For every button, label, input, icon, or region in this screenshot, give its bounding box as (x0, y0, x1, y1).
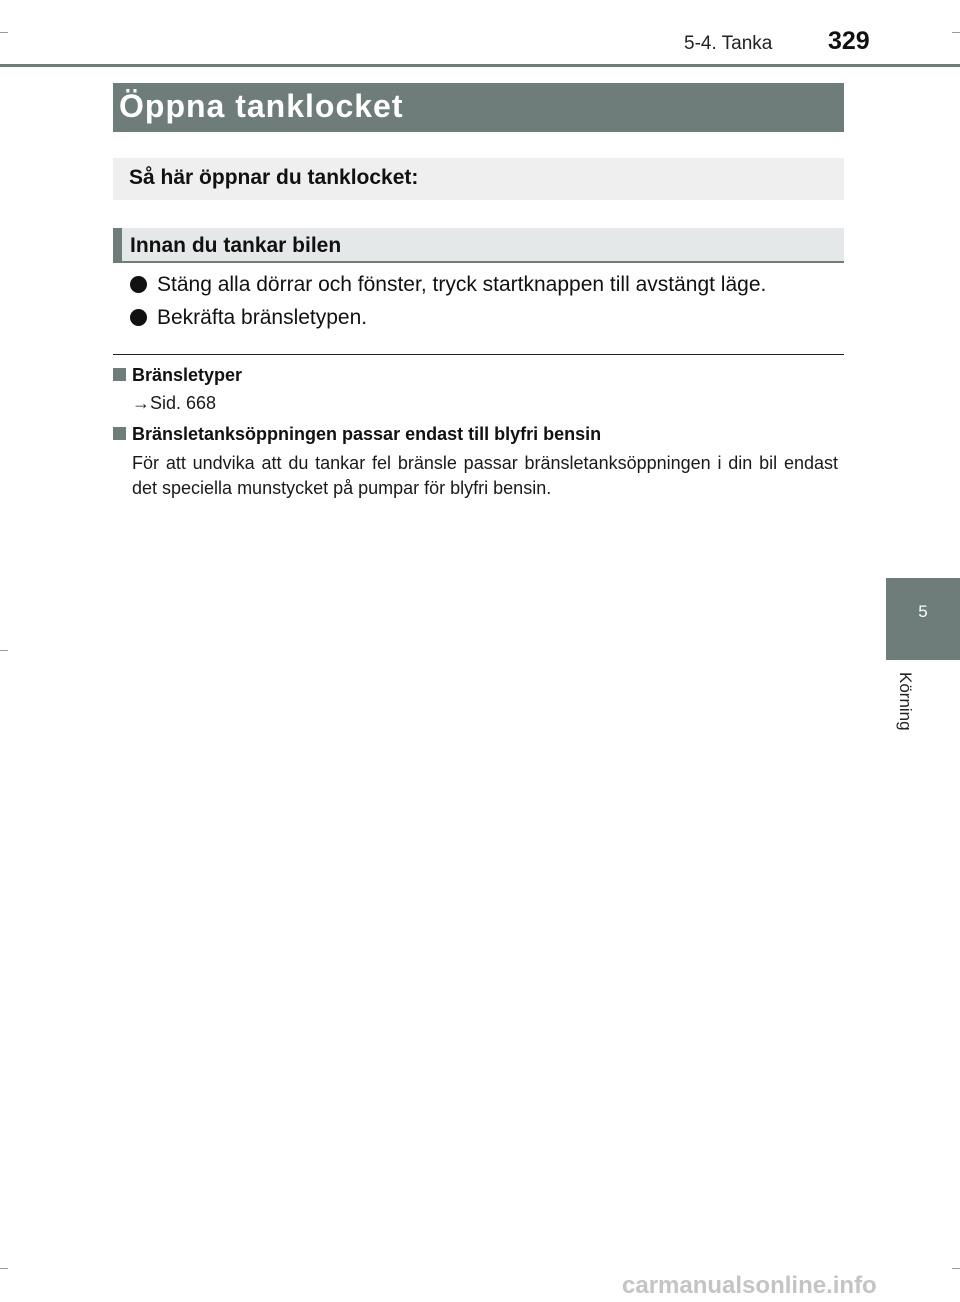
note-heading-text: Bränsletyper (132, 365, 243, 385)
header-rule (0, 64, 960, 67)
square-bullet-icon (113, 368, 126, 381)
note-heading-fuel-types (113, 365, 242, 386)
chapter-number: 5 (918, 602, 928, 621)
crop-mark (0, 1268, 8, 1269)
intro-text: Så här öppnar du tanklocket: (129, 166, 419, 189)
chapter-tab (886, 578, 960, 660)
intro-box (113, 158, 844, 200)
bullet-text: Stäng alla dörrar och fönster, tryck startknappen till avstängt läge. (157, 273, 767, 296)
crop-mark (952, 1268, 960, 1269)
watermark: carmanualsonline.info (622, 1272, 877, 1299)
bullet-text: Bekräfta bränsletypen. (157, 306, 368, 329)
crop-mark (952, 32, 960, 33)
note-heading-filler-opening (113, 424, 601, 445)
header-section-title: 5-4. Tanka (684, 33, 773, 54)
bullet-icon (130, 309, 147, 326)
square-bullet-icon (113, 427, 126, 440)
subsection-heading (113, 228, 844, 263)
page-number: 329 (828, 27, 870, 55)
note-heading-text: Bränsletanksöppningen passar endast till blyfri bensin (132, 424, 602, 444)
crop-mark (0, 32, 8, 33)
title-bar (113, 83, 844, 132)
subsection-accent (113, 228, 122, 263)
subsection-heading-text: Innan du tankar bilen (130, 234, 342, 257)
note-paragraph: För att undvika att du tankar fel bränsle passar bränsletanksöppningen i din bil endast det speciella munstycket på pumpar för blyfri bensin. (132, 453, 838, 498)
chapter-label: Körning (896, 672, 915, 731)
page-title: Öppna tanklocket (119, 88, 404, 124)
bullet-icon (130, 276, 147, 293)
crop-mark (0, 650, 8, 651)
section-divider (113, 354, 844, 355)
page-reference-link[interactable]: →Sid. 668 (132, 393, 217, 413)
